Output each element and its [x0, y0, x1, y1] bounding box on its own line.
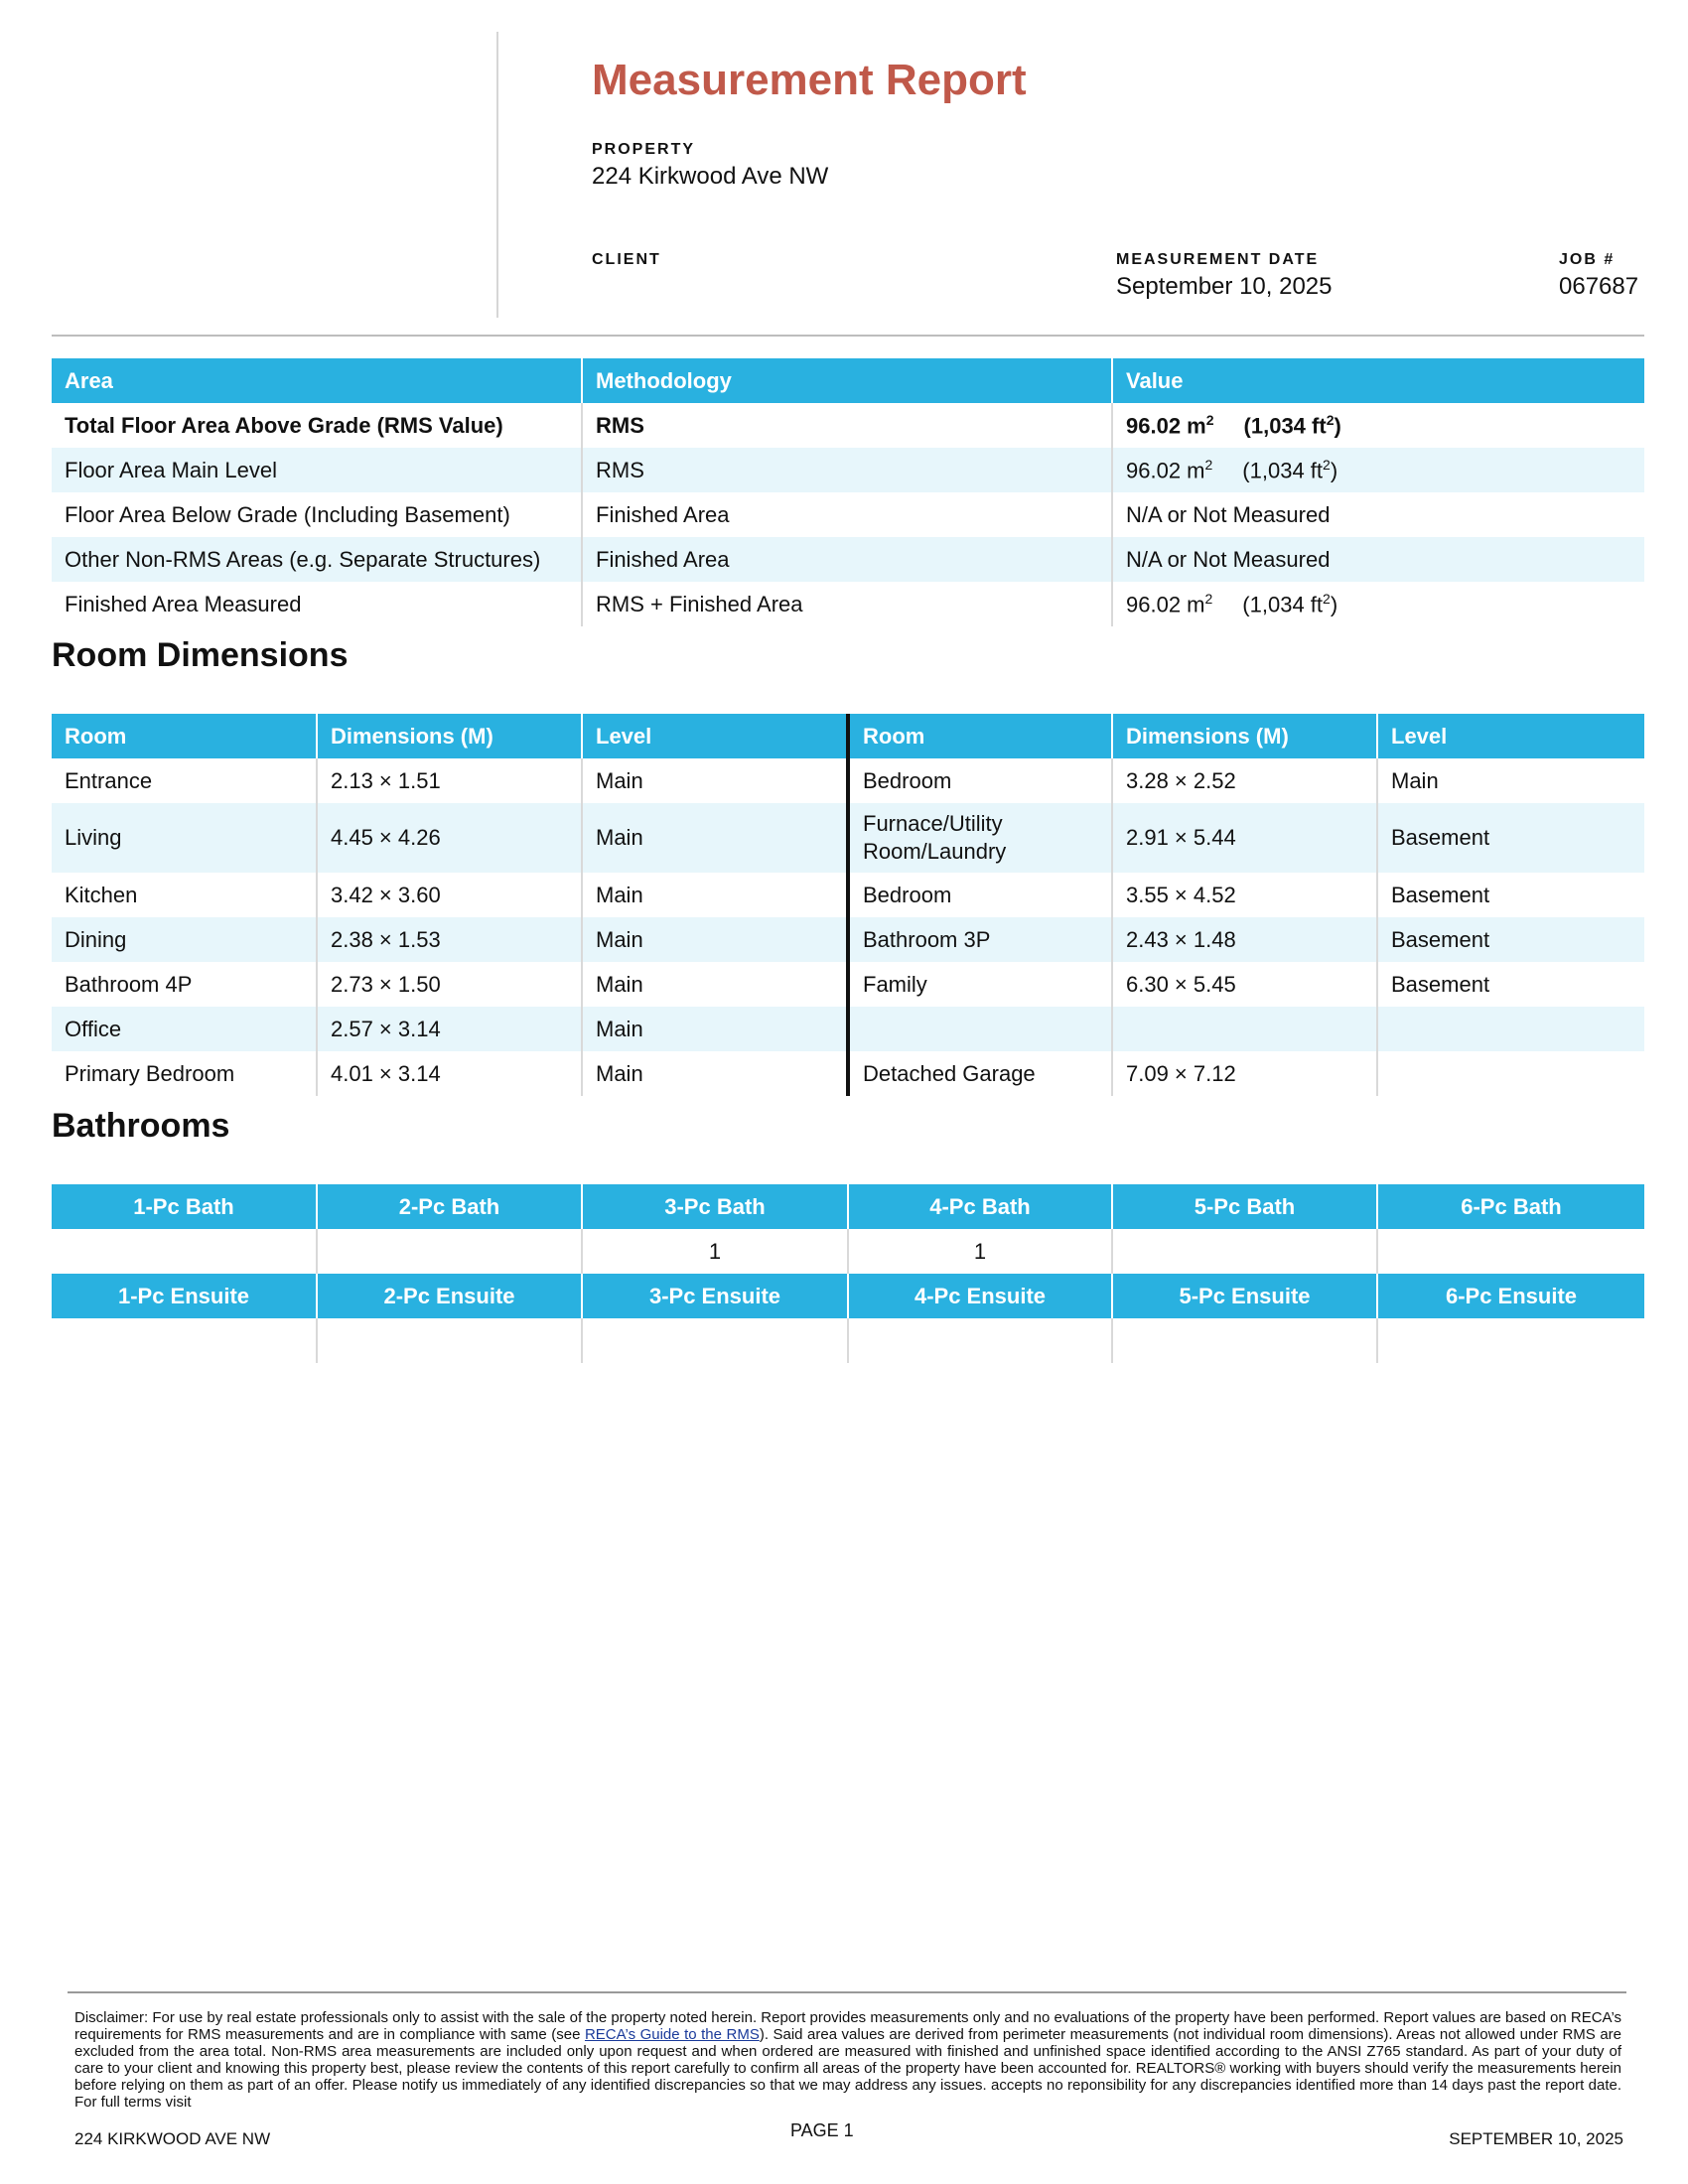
area-cell: Other Non-RMS Areas (e.g. Separate Structures)	[52, 537, 582, 582]
room-cell: Primary Bedroom	[52, 1051, 317, 1096]
table-row	[52, 448, 1644, 492]
room-header: Room	[848, 714, 1112, 758]
client-label: CLIENT	[592, 251, 661, 268]
value-cell: N/A or Not Measured	[1126, 501, 1331, 527]
level-cell	[1377, 1051, 1644, 1096]
room-header: Room	[52, 714, 317, 758]
bath-value	[1112, 1229, 1377, 1274]
methodology-cell: Finished Area	[582, 537, 1112, 582]
table-row	[52, 582, 1644, 626]
table-row	[52, 917, 1644, 962]
ensuite-value	[848, 1318, 1112, 1363]
bath-header: 5-Pc Bath	[1112, 1184, 1377, 1229]
methodology-cell: Finished Area	[582, 492, 1112, 537]
dimensions-cell	[1112, 1007, 1377, 1051]
footer-date: SEPTEMBER 10, 2025	[1449, 2129, 1623, 2148]
dimensions-header: Dimensions (M)	[317, 714, 582, 758]
bath-value-row	[52, 1229, 1644, 1274]
ensuite-value	[317, 1318, 582, 1363]
ensuite-value	[52, 1318, 317, 1363]
room-cell: Bedroom	[848, 758, 1112, 803]
room-cell: Kitchen	[52, 873, 317, 917]
room-cell: Living	[52, 803, 317, 873]
table-row	[52, 962, 1644, 1007]
property-label: PROPERTY	[592, 141, 696, 158]
table-row	[52, 537, 1644, 582]
dimensions-header: Dimensions (M)	[1112, 714, 1377, 758]
disclaimer: Disclaimer: For use by real estate professionals only to assist with the sale of the property noted herein. Report provides measurements only and no evaluations of the property have been performed. Report values are based on RECA’s requirements for RMS measurements and are in compliance with same (see RECA’s Guide to the RMS). Said area values are derived from perimeter measurements (not individual room dimensions). Areas not allowed under RMS are excluded from the area total. Non-RMS area measurements are included only upon request and when ordered are measured with finished and unfinished space identified according to the ANSI Z765 standard. As part of your duty of care to your client and knowing this property best, please review the contents of this report carefully to confirm all areas of the property have been accounted for. REALTORS® working with buyers should verify the measurements herein before relying on them as part of an offer. Please notify us immediately of any identified discrepancies so that we may address any issues. accepts no reponsibility for any discrepancies identified more than 14 days past the report date. For full terms visit	[74, 2009, 1621, 2111]
dimensions-cell: 3.28 × 2.52	[1112, 758, 1377, 803]
job-label: JOB #	[1559, 251, 1616, 268]
value-cell: 96.02 $m^2$ (1,034 $ft^2$)	[1126, 411, 1341, 439]
value-cell: 96.02 $m^2$ (1,034 $ft^2$)	[1126, 590, 1338, 617]
value-cell: 96.02 $m^2$ (1,034 $ft^2$)	[1112, 448, 1644, 492]
dimensions-cell: 2.43 × 1.48	[1112, 917, 1377, 962]
reca-guide-link[interactable]: RECA’s Guide to the RMS	[584, 2026, 760, 2043]
room-cell: Entrance	[52, 758, 317, 803]
ensuite-header: 4-Pc Ensuite	[848, 1274, 1112, 1318]
footer-address: 224 KIRKWOOD AVE NW	[74, 2129, 271, 2148]
header-divider	[496, 32, 498, 318]
level-cell: Main	[582, 803, 848, 873]
dimensions-cell: 3.42 × 3.60	[317, 873, 582, 917]
room-cell: Detached Garage	[848, 1051, 1112, 1096]
methodology-cell: RMS	[582, 448, 1112, 492]
level-cell: Main	[582, 917, 848, 962]
room-cell: Furnace/Utility Room/Laundry	[848, 803, 1112, 873]
room-cell	[848, 1007, 1112, 1051]
methodology-cell: RMS + Finished Area	[582, 582, 1112, 626]
bathrooms-heading: Bathrooms	[52, 1107, 230, 1145]
room-cell: Dining	[52, 917, 317, 962]
footer-rule	[68, 1991, 1626, 1993]
level-cell: Main	[1391, 767, 1439, 793]
area-cell: Floor Area Main Level	[52, 448, 582, 492]
header-rule	[52, 335, 1644, 337]
level-cell: Main	[582, 1051, 848, 1096]
table-row	[52, 403, 1644, 448]
dimensions-cell: 2.57 × 3.14	[317, 1007, 582, 1051]
bath-header: 1-Pc Bath	[52, 1184, 317, 1229]
dimensions-cell: 4.45 × 4.26	[317, 803, 582, 873]
ensuite-header: 2-Pc Ensuite	[317, 1274, 582, 1318]
ensuite-value	[582, 1318, 848, 1363]
bath-header: 6-Pc Bath	[1377, 1184, 1644, 1229]
level-cell: Basement	[1377, 803, 1644, 873]
value-header: Value	[1112, 358, 1644, 403]
methodology-header: Methodology	[582, 358, 1112, 403]
area-cell: Floor Area Below Grade (Including Basement)	[52, 492, 582, 537]
table-row	[52, 803, 1644, 873]
property-value: 224 Kirkwood Ave NW	[592, 163, 829, 190]
room-dimensions-table	[52, 714, 1644, 1096]
dimensions-cell: 2.91 × 5.44	[1112, 803, 1377, 873]
table-row	[52, 492, 1644, 537]
level-cell: Basement	[1391, 971, 1490, 997]
room-cell: Family	[848, 962, 1112, 1007]
area-cell: Total Floor Area Above Grade (RMS Value)	[52, 403, 582, 448]
dimensions-cell: 7.09 × 7.12	[1112, 1051, 1377, 1096]
level-cell: Main	[582, 873, 848, 917]
room-cell: Bathroom 4P	[52, 962, 317, 1007]
room-dimensions-heading: Room Dimensions	[52, 636, 349, 674]
ensuite-header: 3-Pc Ensuite	[582, 1274, 848, 1318]
value-cell: N/A or Not Measured	[1112, 537, 1644, 582]
bath-value	[52, 1229, 317, 1274]
table-row	[52, 1007, 1644, 1051]
area-header: Area	[52, 358, 582, 403]
room-cell: Bathroom 3P	[848, 917, 1112, 962]
level-cell	[1377, 1007, 1644, 1051]
measurement-date-value: September 10, 2025	[1116, 273, 1333, 300]
bath-value	[1377, 1229, 1644, 1274]
ensuite-value-row	[52, 1318, 1644, 1363]
room-table-header	[52, 714, 1644, 758]
level-cell: Basement	[1377, 917, 1644, 962]
dimensions-cell: 2.73 × 1.50	[317, 962, 582, 1007]
room-cell: Office	[52, 1007, 317, 1051]
bath-header: 4-Pc Bath	[848, 1184, 1112, 1229]
page-number: PAGE 1	[790, 2120, 854, 2140]
ensuite-header: 6-Pc Ensuite	[1377, 1274, 1644, 1318]
ensuite-header-row	[52, 1274, 1644, 1318]
measurement-date-label: MEASUREMENT DATE	[1116, 251, 1320, 268]
bath-header: 2-Pc Bath	[317, 1184, 582, 1229]
table-row	[52, 758, 1644, 803]
ensuite-header: 1-Pc Ensuite	[52, 1274, 317, 1318]
area-cell: Finished Area Measured	[52, 582, 582, 626]
room-cell: Bedroom	[848, 873, 1112, 917]
dimensions-cell: 6.30 × 5.45	[1112, 962, 1377, 1007]
level-cell: Main	[582, 962, 848, 1007]
bath-value	[317, 1229, 582, 1274]
methodology-cell: RMS	[582, 403, 1112, 448]
bath-header: 3-Pc Bath	[582, 1184, 848, 1229]
job-value: 067687	[1559, 273, 1639, 300]
level-cell: Main	[582, 758, 848, 803]
dimensions-cell: 2.13 × 1.51	[317, 758, 582, 803]
level-header: Level	[1377, 714, 1644, 758]
dimensions-cell: 2.38 × 1.53	[317, 917, 582, 962]
ensuite-value	[1112, 1318, 1377, 1363]
dimensions-cell: 4.01 × 3.14	[317, 1051, 582, 1096]
level-cell: Basement	[1391, 882, 1490, 907]
level-header: Level	[582, 714, 848, 758]
table-row	[52, 873, 1644, 917]
area-table	[52, 358, 1644, 626]
report-title: Measurement Report	[592, 56, 1027, 104]
bath-value: 1	[848, 1229, 1112, 1274]
ensuite-header: 5-Pc Ensuite	[1112, 1274, 1377, 1318]
table-row	[52, 1051, 1644, 1096]
ensuite-value	[1377, 1318, 1644, 1363]
bath-header-row	[52, 1184, 1644, 1229]
dimensions-cell: 3.55 × 4.52	[1112, 873, 1377, 917]
level-cell: Main	[582, 1007, 848, 1051]
area-table-header	[52, 358, 1644, 403]
bathrooms-table	[52, 1184, 1644, 1363]
bath-value: 1	[582, 1229, 848, 1274]
